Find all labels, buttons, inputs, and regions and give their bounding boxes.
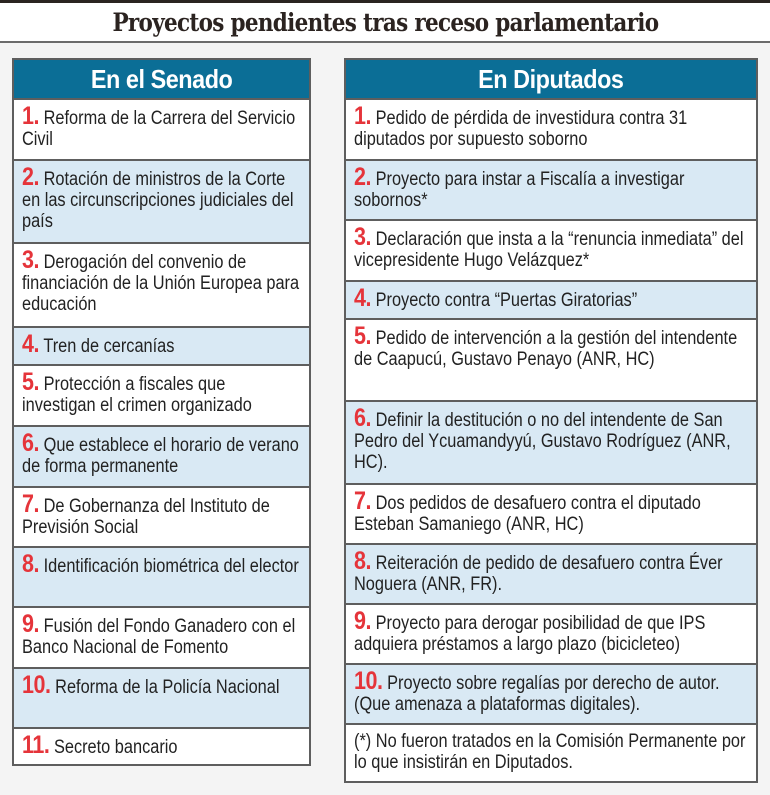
item-text: Proyecto para instar a Fiscalía a investigar sobornos* — [354, 169, 685, 211]
senado-panel — [12, 58, 311, 766]
item-text: Proyecto para derogar posibilidad de que IPS adquiera préstamos a largo plazo (bicicleteo) — [354, 613, 706, 655]
senado-item-5 — [14, 364, 309, 425]
item-number: 1. — [22, 102, 40, 130]
senado-item-9 — [14, 606, 309, 667]
item-text: Reforma de la Policía Nacional — [55, 677, 280, 698]
diputados-item-5 — [346, 318, 756, 400]
item-number: 1. — [354, 102, 372, 130]
senado-header — [14, 60, 309, 98]
diputados-item-8 — [346, 543, 756, 603]
diputados-item-1 — [346, 98, 756, 159]
item-number: 7. — [22, 490, 40, 518]
item-text: Proyecto contra “Puertas Giratorias” — [375, 290, 638, 311]
diputados-item-7 — [346, 483, 756, 543]
senado-item-3 — [14, 242, 309, 326]
item-text: Pedido de intervención a la gestión del intendente de Caapucú, Gustavo Penayo (ANR, HC) — [354, 328, 738, 370]
item-text: Definir la destitución o no del intendente de San Pedro del Ycuamandyyú, Gustavo Rodríguez (ANR, HC). — [354, 410, 731, 473]
diputados-item-10 — [346, 663, 756, 723]
item-text: Pedido de pérdida de investidura contra 31 diputados por supuesto soborno — [354, 108, 688, 150]
item-text: De Gobernanza del Instituto de Previsión Social — [22, 496, 270, 538]
item-text: Que establece el horario de verano de forma permanente — [22, 435, 299, 477]
item-number: 6. — [354, 404, 372, 432]
item-number: 5. — [354, 322, 372, 350]
footnote-text: (*) No fueron tratados en la Comisión Permanente por lo que insistirán en Diputados. — [354, 731, 746, 773]
diputados-item-4 — [346, 280, 756, 318]
diputados-item-2 — [346, 159, 756, 219]
item-number: 9. — [22, 610, 40, 638]
title-band — [0, 3, 770, 43]
diputados-heading: En Diputados — [478, 63, 624, 94]
item-text: Derogación del convenio de financiación de la Unión Europea para educación — [22, 252, 300, 315]
item-number: 5. — [22, 368, 40, 396]
item-number: 7. — [354, 487, 372, 515]
item-text: Declaración que insta a la “renuncia inmediata” del vicepresidente Hugo Velázquez* — [354, 229, 744, 271]
senado-item-8 — [14, 546, 309, 606]
item-number: 4. — [22, 330, 40, 358]
item-number: 3. — [354, 223, 372, 251]
item-text: Rotación de ministros de la Corte en las circunscripciones judiciales del país — [22, 169, 294, 232]
diputados-item-3 — [346, 219, 756, 280]
item-text: Tren de cercanías — [43, 336, 175, 357]
senado-item-4 — [14, 326, 309, 364]
senado-item-10 — [14, 667, 309, 727]
item-text: Protección a fiscales que investigan el crimen organizado — [22, 374, 252, 416]
item-text: Reiteración de pedido de desafuero contra Éver Noguera (ANR, FR). — [354, 553, 723, 595]
item-text: Reforma de la Carrera del Servicio Civil — [22, 108, 296, 150]
item-number: 9. — [354, 607, 372, 635]
senado-heading: En el Senado — [90, 63, 233, 94]
item-text: Dos pedidos de desafuero contra el diputado Esteban Samaniego (ANR, HC) — [354, 493, 701, 535]
senado-item-7 — [14, 486, 309, 546]
item-text: Proyecto sobre regalías por derecho de autor. (Que amenaza a plataformas digitales). — [354, 673, 720, 715]
item-text: Fusión del Fondo Ganadero con el Banco Nacional de Fomento — [22, 616, 296, 658]
item-number: 8. — [354, 547, 372, 575]
diputados-item-9 — [346, 603, 756, 663]
item-number: 11. — [22, 731, 50, 759]
item-number: 2. — [354, 163, 372, 191]
item-text: Identificación biométrica del elector — [43, 556, 299, 577]
item-number: 10. — [354, 667, 383, 695]
diputados-note — [346, 723, 756, 781]
diputados-header — [346, 60, 756, 98]
senado-item-6 — [14, 425, 309, 486]
item-number: 2. — [22, 163, 40, 191]
item-number: 3. — [22, 246, 40, 274]
item-number: 10. — [22, 671, 51, 699]
diputados-item-6 — [346, 400, 756, 483]
item-number: 8. — [22, 550, 40, 578]
senado-item-1 — [14, 98, 309, 159]
item-number: 4. — [354, 284, 372, 312]
page-title: Proyectos pendientes tras receso parlamentario — [111, 7, 658, 37]
senado-item-11 — [14, 727, 309, 764]
diputados-panel — [344, 58, 758, 783]
item-number: 6. — [22, 429, 40, 457]
item-text: Secreto bancario — [53, 737, 178, 758]
senado-item-2 — [14, 159, 309, 242]
